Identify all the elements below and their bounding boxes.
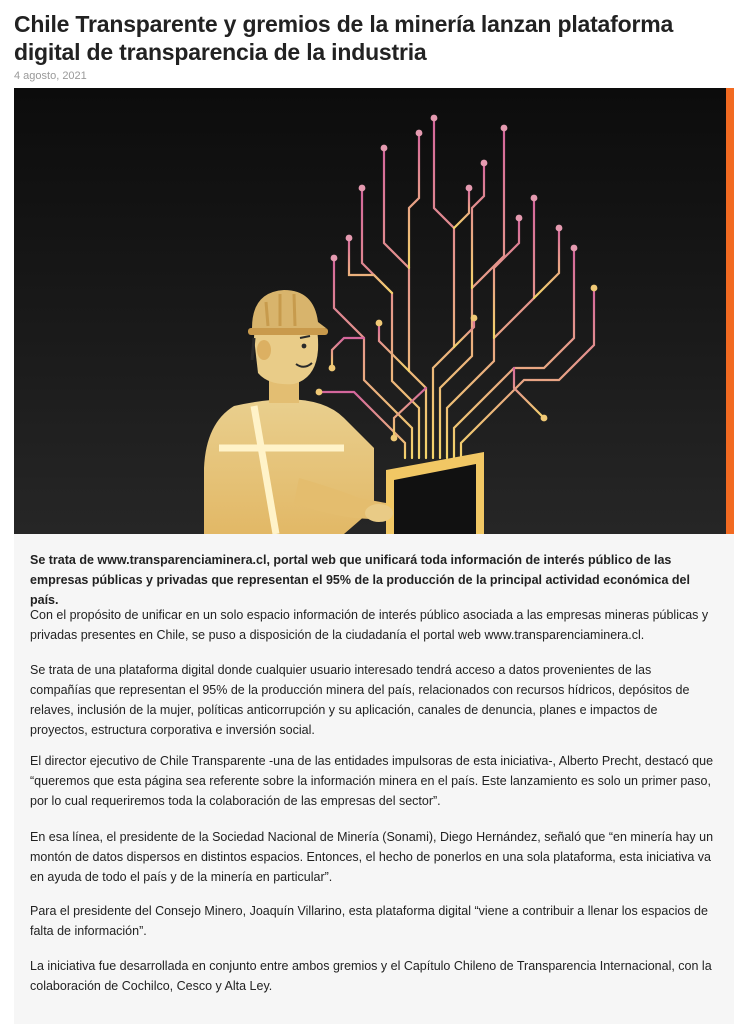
body-paragraph: El director ejecutivo de Chile Transparente -una de las entidades impulsoras de esta iniciativa-, Alberto Precht, destacó que “queremos que esta página sea referente sobre la información minera en el país. Este lanzamiento es solo un primer paso, por lo cual requeriremos toda la colaboración de las empresas del sector”.	[30, 754, 714, 808]
body-paragraph: Con el propósito de unificar en un solo espacio información de interés público asociada a las empresas mineras públicas y privadas presentes en Chile, se puso a disposición de la ciudadanía el portal web www.transparenciaminera.cl.	[30, 608, 709, 642]
lead-paragraph: Se trata de www.transparenciaminera.cl, portal web que unificará toda información de interés público de las empresas públicas y privadas que representan el 95% de la producción de la principal actividad económica del país.	[30, 553, 690, 607]
accent-bar	[726, 88, 734, 534]
article-date: 4 agosto, 2021	[14, 70, 87, 82]
body-paragraph: Para el presidente del Consejo Minero, Joaquín Villarino, esta plataforma digital “viene a contribuir a llenar los espacios de falta de información”.	[30, 904, 708, 938]
article-body	[14, 534, 734, 1024]
article-title: Chile Transparente y gremios de la minería lanzan plataforma digital de transparencia de la industria	[14, 11, 674, 65]
body-paragraph: En esa línea, el presidente de la Sociedad Nacional de Minería (Sonami), Diego Hernández, señaló que “en minería hay un montón de datos dispersos en distintos espacios. Entonces, el hecho de ponerlos en una sola plataforma, esta iniciativa va en ayuda de todo el país y de la minería en particular”.	[30, 830, 714, 884]
body-paragraph: La iniciativa fue desarrollada en conjunto entre ambos gremios y el Capítulo Chileno de Transparencia Internacional, con la colaboración de Cochilco, Cesco y Alta Ley.	[30, 959, 712, 993]
body-paragraph: Se trata de una plataforma digital donde cualquier usuario interesado tendrá acceso a datos provenientes de las compañías que representan el 95% de la producción minera del país, relacionados con recursos hídricos, depósitos de relaves, inclusión de la mujer, políticas anticorrupción y su aplicación, canales de denuncia, planes e impactos de proyectos, estructura corporativa e inversión social.	[30, 663, 690, 737]
hero-image	[14, 88, 734, 534]
miner-at-computer-illustration	[14, 88, 734, 534]
